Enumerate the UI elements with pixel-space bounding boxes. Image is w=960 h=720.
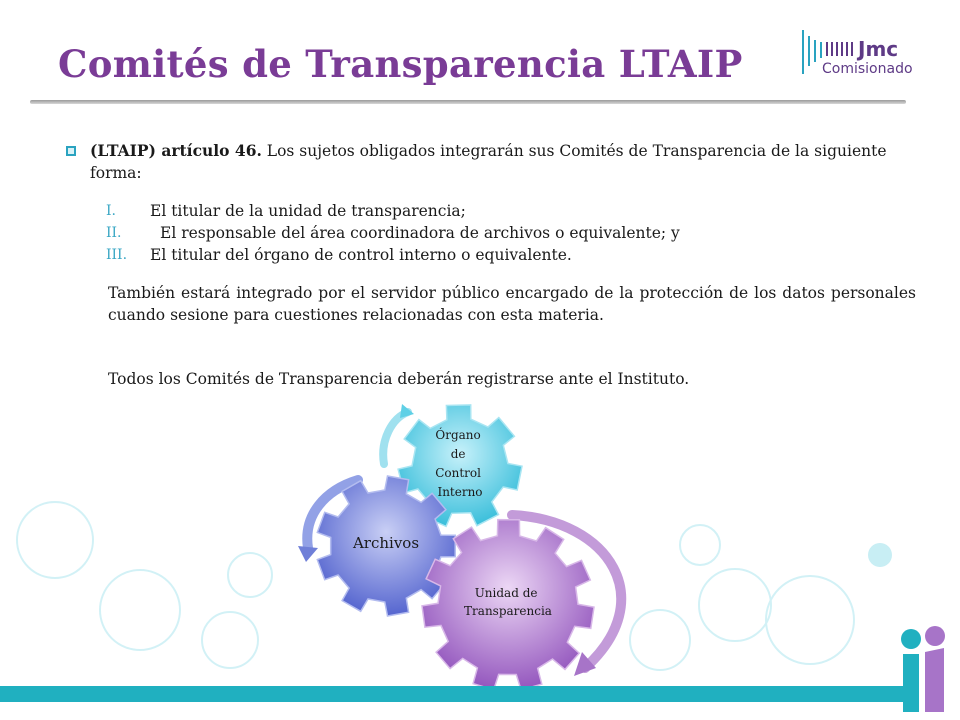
list-item: [106, 244, 916, 266]
gear-label-line: de: [450, 447, 466, 461]
gear-archivos: [317, 476, 455, 616]
decorative-dot: [868, 543, 892, 567]
list-numeral: II.: [106, 225, 122, 241]
list-numeral: III.: [106, 247, 128, 263]
gear-label-line: Órgano: [435, 428, 481, 442]
logo-subtitle: Comisionado: [822, 61, 913, 77]
paragraph-data-protection: También estará integrado por el servidor público encargado de la protección de los datos personales cuando sesione para cuestiones relacionadas con esta materia.: [108, 284, 916, 324]
list-item: [106, 200, 916, 222]
article-reference: (LTAIP) artículo 46.: [90, 141, 262, 160]
slide-content: [66, 140, 916, 390]
institute-logo-icon: [901, 626, 945, 712]
title-divider: [30, 100, 906, 104]
paragraph-registration: Todos los Comités de Transparencia deberán registrarse ante el Instituto.: [108, 370, 690, 388]
list-item-text: El titular de la unidad de transparencia;: [150, 202, 466, 220]
logo-name: Jmc: [858, 37, 899, 61]
logo: [800, 28, 940, 84]
gear-label-line: Transparencia: [464, 604, 552, 618]
checkbox-bullet-icon: [66, 146, 76, 156]
bullet-text: [90, 140, 916, 184]
arrowhead-icon: [298, 546, 318, 562]
intro-text: Los sujetos obligados integrarán sus Comités de Transparencia de la siguiente forma:: [90, 142, 887, 182]
list-item-text: El responsable del área coordinadora de archivos o equivalente; y: [160, 224, 680, 242]
gear-label-line: Interno: [437, 485, 483, 499]
arrowhead-icon: [400, 404, 414, 418]
footer-bar: [0, 686, 905, 702]
list-item: [106, 222, 916, 244]
gear-label-line: Unidad de: [474, 586, 538, 600]
roman-list: [106, 200, 916, 266]
page-title: Comités de Transparencia LTAIP: [58, 42, 743, 86]
bullet-item: [66, 140, 916, 184]
gear-label: Archivos: [352, 534, 420, 552]
gear-label-line: Control: [435, 466, 481, 480]
list-item-text: El titular del órgano de control interno o equivalente.: [150, 246, 572, 264]
list-numeral: I.: [106, 203, 116, 219]
